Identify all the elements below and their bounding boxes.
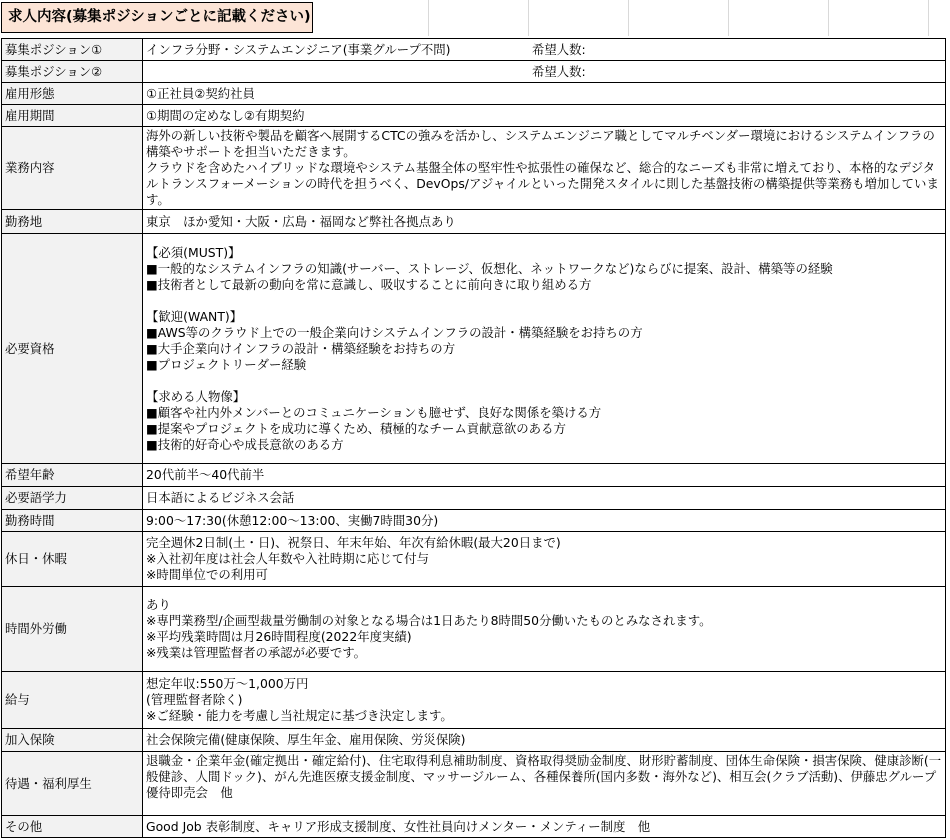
overtime-line: ※専門業務型/企画型裁量労働制の対象となる場合は1日あたり8時間50分働いたものとみなされます。: [146, 613, 712, 628]
row-salary: [2, 672, 946, 729]
salary-line: ※ご経験・能力を考慮し当社規定に基づき決定します。: [146, 708, 453, 723]
want-item: ■大手企業向けインフラの設計・構築経験をお持ちの方: [146, 340, 456, 356]
row-location: [2, 210, 946, 234]
gridline: [728, 0, 729, 36]
cell-employment-period[interactable]: ①期間の定めなし②有期契約: [143, 105, 946, 127]
row-overtime: [2, 587, 946, 672]
want-item: ■プロジェクトリーダー経験: [146, 356, 307, 372]
must-item: ■一般的なシステムインフラの知識(サーバー、ストレージ、仮想化、ネットワークなど)ならびに提案、設計、構築等の経験: [146, 260, 833, 276]
label-employment-type[interactable]: 雇用形態: [2, 83, 143, 105]
salary-line: 想定年収:550万～1,000万円: [146, 676, 309, 691]
label-hours[interactable]: 勤務時間: [2, 510, 143, 532]
gridline: [828, 0, 829, 36]
row-hours: [2, 510, 946, 532]
gridline: [928, 0, 929, 36]
row-job-description: [2, 127, 946, 210]
row-other: [2, 816, 946, 838]
label-insurance[interactable]: 加入保険: [2, 729, 143, 752]
row-benefits: [2, 752, 946, 816]
persona-item: ■顧客や社内外メンバーとのコミュニケーションも臆せず、良好な関係を築ける方: [146, 404, 602, 420]
overtime-line: あり: [146, 597, 171, 612]
overtime-line: ※平均残業時間は月26時間程度(2022年度実績): [146, 629, 412, 644]
label-requirements[interactable]: 必要資格: [2, 234, 143, 464]
cell-employment-type[interactable]: ①正社員②契約社員: [143, 83, 946, 105]
label-language[interactable]: 必要語学力: [2, 487, 143, 510]
label-other[interactable]: その他: [2, 816, 143, 838]
label-position2[interactable]: 募集ポジション②: [2, 61, 143, 83]
cell-insurance[interactable]: 社会保険完備(健康保険、厚生年金、雇用保険、労災保険): [143, 729, 946, 752]
gridline: [428, 0, 429, 36]
label-holidays[interactable]: 休日・休暇: [2, 532, 143, 587]
desired-count-label-2: 希望人数:: [532, 63, 586, 79]
row-holidays: [2, 532, 946, 587]
label-position1[interactable]: 募集ポジション①: [2, 39, 143, 61]
row-insurance: [2, 729, 946, 752]
cell-job-description[interactable]: [143, 127, 946, 210]
must-heading: 【必須(MUST)】: [146, 244, 241, 260]
gridline: [528, 0, 529, 36]
gridline: [628, 0, 629, 36]
cell-benefits[interactable]: 退職金・企業年金(確定拠出・確定給付)、住宅取得利息補助制度、資格取得奨励金制度、財形貯蓄制度、団体生命保険・損害保険、健康診断(一般健診、人間ドック)、がん先進医療支援金制度、マッサージルーム、各種保養所(国内多数・海外など)、相互会(クラブ活動)、伊藤忠グループ優待即売会 他: [143, 752, 946, 816]
job-description-line: クラウドを含めたハイブリッドな環境やシステム基盤全体の堅牢性や拡張性の確保など、総合的なニーズも非常に増えており、本格的なデジタルトランスフォーメーションの時代を担うべく、DevOps/アジャイルといった開発スタイルに則した基盤技術の構築提供等業務も増加しています。: [146, 160, 939, 207]
label-employment-period[interactable]: 雇用期間: [2, 105, 143, 127]
job-posting-table: [1, 38, 946, 838]
holidays-line: ※入社初年度は社会人年数や入社時期に応じて付与: [146, 551, 429, 566]
want-heading: 【歓迎(WANT)】: [146, 308, 243, 324]
label-age[interactable]: 希望年齢: [2, 464, 143, 487]
overtime-line: ※残業は管理監督者の承認が必要です。: [146, 645, 367, 660]
cell-hours[interactable]: 9:00～17:30(休憩12:00～13:00、実働7時間30分): [143, 510, 946, 532]
spacer: [146, 373, 942, 389]
label-salary[interactable]: 給与: [2, 672, 143, 729]
sheet-title[interactable]: 求人内容(募集ポジションごとに記載ください): [1, 2, 313, 33]
spacer: [146, 293, 942, 309]
cell-holidays[interactable]: [143, 532, 946, 587]
salary-line: (管理監督者除く): [146, 692, 243, 707]
want-item: ■AWS等のクラウド上での一般企業向けシステムインフラの設計・構築経験をお持ちの方: [146, 324, 643, 340]
cell-overtime[interactable]: [143, 587, 946, 672]
label-location[interactable]: 勤務地: [2, 210, 143, 234]
persona-item: ■提案やプロジェクトを成功に導くため、積極的なチーム貢献意欲のある方: [146, 420, 566, 436]
cell-requirements[interactable]: [143, 234, 946, 464]
row-employment-period: [2, 105, 946, 127]
cell-salary[interactable]: [143, 672, 946, 729]
persona-item: ■技術的好奇心や成長意欲のある方: [146, 436, 344, 452]
cell-age[interactable]: 20代前半～40代前半: [143, 464, 946, 487]
label-overtime[interactable]: 時間外労働: [2, 587, 143, 672]
cell-other[interactable]: Good Job 表彰制度、キャリア形成支援制度、女性社員向けメンター・メンティー制度 他: [143, 816, 946, 838]
cell-position1[interactable]: [143, 39, 946, 61]
desired-count-label-1: 希望人数:: [532, 41, 586, 57]
label-benefits[interactable]: 待遇・福利厚生: [2, 752, 143, 816]
persona-heading: 【求める人物像】: [146, 388, 246, 404]
row-age: [2, 464, 946, 487]
cell-position2[interactable]: [143, 61, 946, 83]
row-employment-type: [2, 83, 946, 105]
row-position2: [2, 61, 946, 83]
holidays-line: ※時間単位での利用可: [146, 567, 268, 582]
job-description-line: 海外の新しい技術や製品を顧客へ展開するCTCの強みを活かし、システムエンジニア職としてマルチベンダー環境におけるシステムインフラの構築やサポートを担当いただきます。: [146, 128, 935, 159]
cell-location[interactable]: 東京 ほか愛知・大阪・広島・福岡など弊社各拠点あり: [143, 210, 946, 234]
must-item: ■技術者として最新の動向を常に意識し、吸収することに前向きに取り組める方: [146, 276, 592, 292]
position2-value: [146, 64, 532, 80]
label-job-description[interactable]: 業務内容: [2, 127, 143, 210]
cell-language[interactable]: 日本語によるビジネス会話: [143, 487, 946, 510]
holidays-line: 完全週休2日制(土・日)、祝祭日、年末年始、年次有給休暇(最大20日まで): [146, 535, 561, 550]
position1-value: インフラ分野・システムエンジニア(事業グループ不問): [146, 41, 451, 57]
row-language: [2, 487, 946, 510]
row-position1: [2, 39, 946, 61]
row-requirements: [2, 234, 946, 464]
